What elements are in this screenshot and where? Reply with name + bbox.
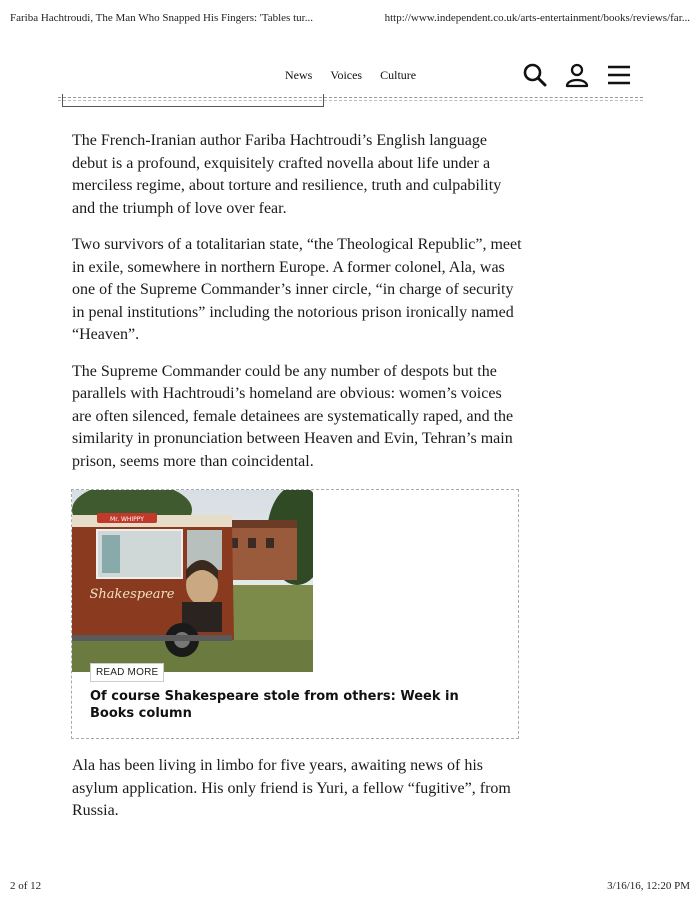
- print-page-title: Fariba Hachtroudi, The Man Who Snapped His Fingers: 'Tables tur...: [10, 12, 313, 24]
- print-footer: [10, 880, 690, 892]
- related-article-title[interactable]: Of course Shakespeare stole from others: Week in Books column: [90, 689, 459, 721]
- nav-item-news[interactable]: News: [285, 68, 313, 82]
- van-sign: Mr. WHIPPY: [110, 516, 144, 523]
- cropped-box: [62, 94, 324, 107]
- read-more-label[interactable]: READ MORE: [90, 663, 164, 682]
- menu-icon[interactable]: [606, 62, 632, 88]
- top-nav: [285, 68, 416, 83]
- van-script-text: Shakespeare: [89, 587, 175, 602]
- article-paragraph: The French-Iranian author Fariba Hachtroudi’s English language debut is a profound, exquisitely crafted novella about life under a merciless regime, about torture and resilience, truth and culpability and the triumph of love over fear.: [72, 132, 502, 217]
- search-icon[interactable]: [522, 62, 548, 88]
- article-paragraph: Ala has been living in limbo for five years, awaiting news of his asylum application. His only friend is Yuri, a fellow “fugitive”, from Russia.: [72, 757, 511, 819]
- user-icon[interactable]: [564, 62, 590, 88]
- nav-item-voices[interactable]: Voices: [330, 68, 363, 82]
- print-header: [10, 12, 690, 24]
- nav-item-culture[interactable]: Culture: [380, 68, 417, 82]
- article-body: [72, 130, 522, 487]
- article-paragraph: Two survivors of a totalitarian state, “the Theological Republic”, meet in exile, somewhere in northern Europe. A former colonel, Ala, was one of the Supreme Commander’s inner circle, “in charge of security in penal institutions” including the notorious prison ironically named “Heaven”.: [72, 236, 522, 343]
- ice-cream-van-photo[interactable]: [72, 490, 313, 672]
- print-page-url: http://www.independent.co.uk/arts-entertainment/books/reviews/far...: [384, 12, 690, 24]
- related-article-card[interactable]: [71, 489, 519, 739]
- print-page-number: 2 of 12: [10, 880, 42, 892]
- article-body-continued: [72, 755, 522, 823]
- print-datetime: 3/16/16, 12:20 PM: [607, 880, 690, 892]
- nav-icons: [522, 62, 632, 88]
- article-paragraph: The Supreme Commander could be any number of despots but the parallels with Hachtroudi’s homeland are obvious: women’s voices are often silenced, female detainees are systematically raped, and the similarity in pronunciation between Heaven and Evin, Tehran’s main prison, seems more than coincidental.: [72, 362, 514, 470]
